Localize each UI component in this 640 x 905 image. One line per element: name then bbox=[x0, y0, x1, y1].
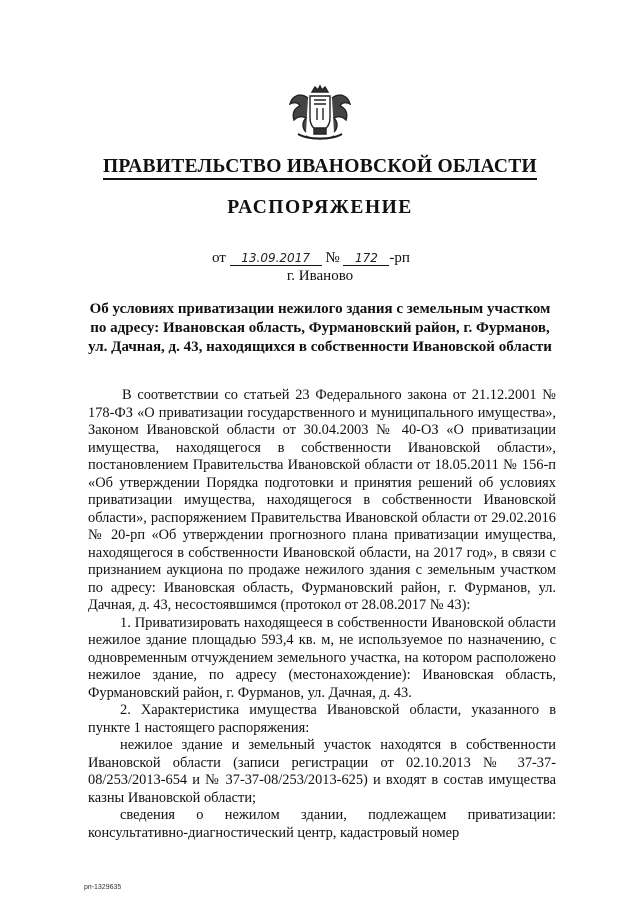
city: г. Иваново bbox=[286, 268, 354, 284]
date-value: 13.09.2017 bbox=[230, 251, 322, 266]
date-number-line bbox=[212, 250, 410, 267]
document-body bbox=[88, 387, 556, 842]
number-suffix: -рп bbox=[389, 250, 410, 266]
paragraph: сведения о нежилом здании, подлежащем приватизации: консультативно-диагностический центр, кадастровый номер bbox=[88, 807, 556, 841]
number-value: 172 bbox=[343, 251, 389, 266]
paragraph: В соответствии со статьей 23 Федерального закона от 21.12.2001 № 178-ФЗ «О приватизации государственного и муниципального имущества», Законом Ивановской области от 30.04.2003 № 40-ОЗ «О приватизации имущества, находящегося в собственности Ивановской области», постановлением Правительства Ивановской области от 18.05.2011 № 156-п «Об утверждении Порядка подготовки и принятия решений об условиях приватизации имущества, находящегося в собственности Ивановской области», распоряжением Правительства Ивановской области от 29.02.2016 № 20-рп «Об утверждении прогнозного плана приватизации имущества, находящегося в собственности Ивановской области, на 2017 год», в связи с признанием аукциона по продаже нежилого здания с земельным участком по адресу: Ивановская область, Фурмановский район, г. Фурманов, ул. Дачная, д. 43, несостоявшимся (протокол от 28.08.2017 № 43): bbox=[88, 387, 556, 613]
organization-name: ПРАВИТЕЛЬСТВО ИВАНОВСКОЙ ОБЛАСТИ bbox=[0, 156, 640, 178]
paragraph: 1. Приватизировать находящееся в собственности Ивановской области нежилое здание площадью 593,4 кв. м, не используемое по назначению, с одновременным отчуждением земельного участка, на котором расположено нежилое здание, по адресу (местонахождение): Ивановская область, Фурмановский район, г. Фурманов, ул. Дачная, д. 43. bbox=[88, 614, 556, 701]
date-prefix: от bbox=[212, 250, 226, 266]
paragraph: 2. Характеристика имущества Ивановской области, указанного в пункте 1 настоящего распоряжения: bbox=[88, 702, 556, 736]
document-type: РАСПОРЯЖЕНИЕ bbox=[227, 197, 413, 218]
document-title: Об условиях приватизации нежилого здания с земельным участком по адресу: Ивановская область, Фурмановский район, г. Фурманов, ул. Дачная, д. 43, находящихся в собственности Ивановской области bbox=[88, 301, 552, 355]
footer-code: рп-1329635 bbox=[84, 884, 122, 891]
number-sign: № bbox=[325, 250, 340, 266]
coat-of-arms-icon bbox=[284, 84, 356, 146]
paragraph: нежилое здание и земельный участок находятся в собственности Ивановской области (записи регистрации от 02.10.2013 № 37-37-08/253/2013-654 и № 37-37-08/253/2013-625) и входят в состав имущества казны Ивановской области; bbox=[88, 737, 556, 806]
